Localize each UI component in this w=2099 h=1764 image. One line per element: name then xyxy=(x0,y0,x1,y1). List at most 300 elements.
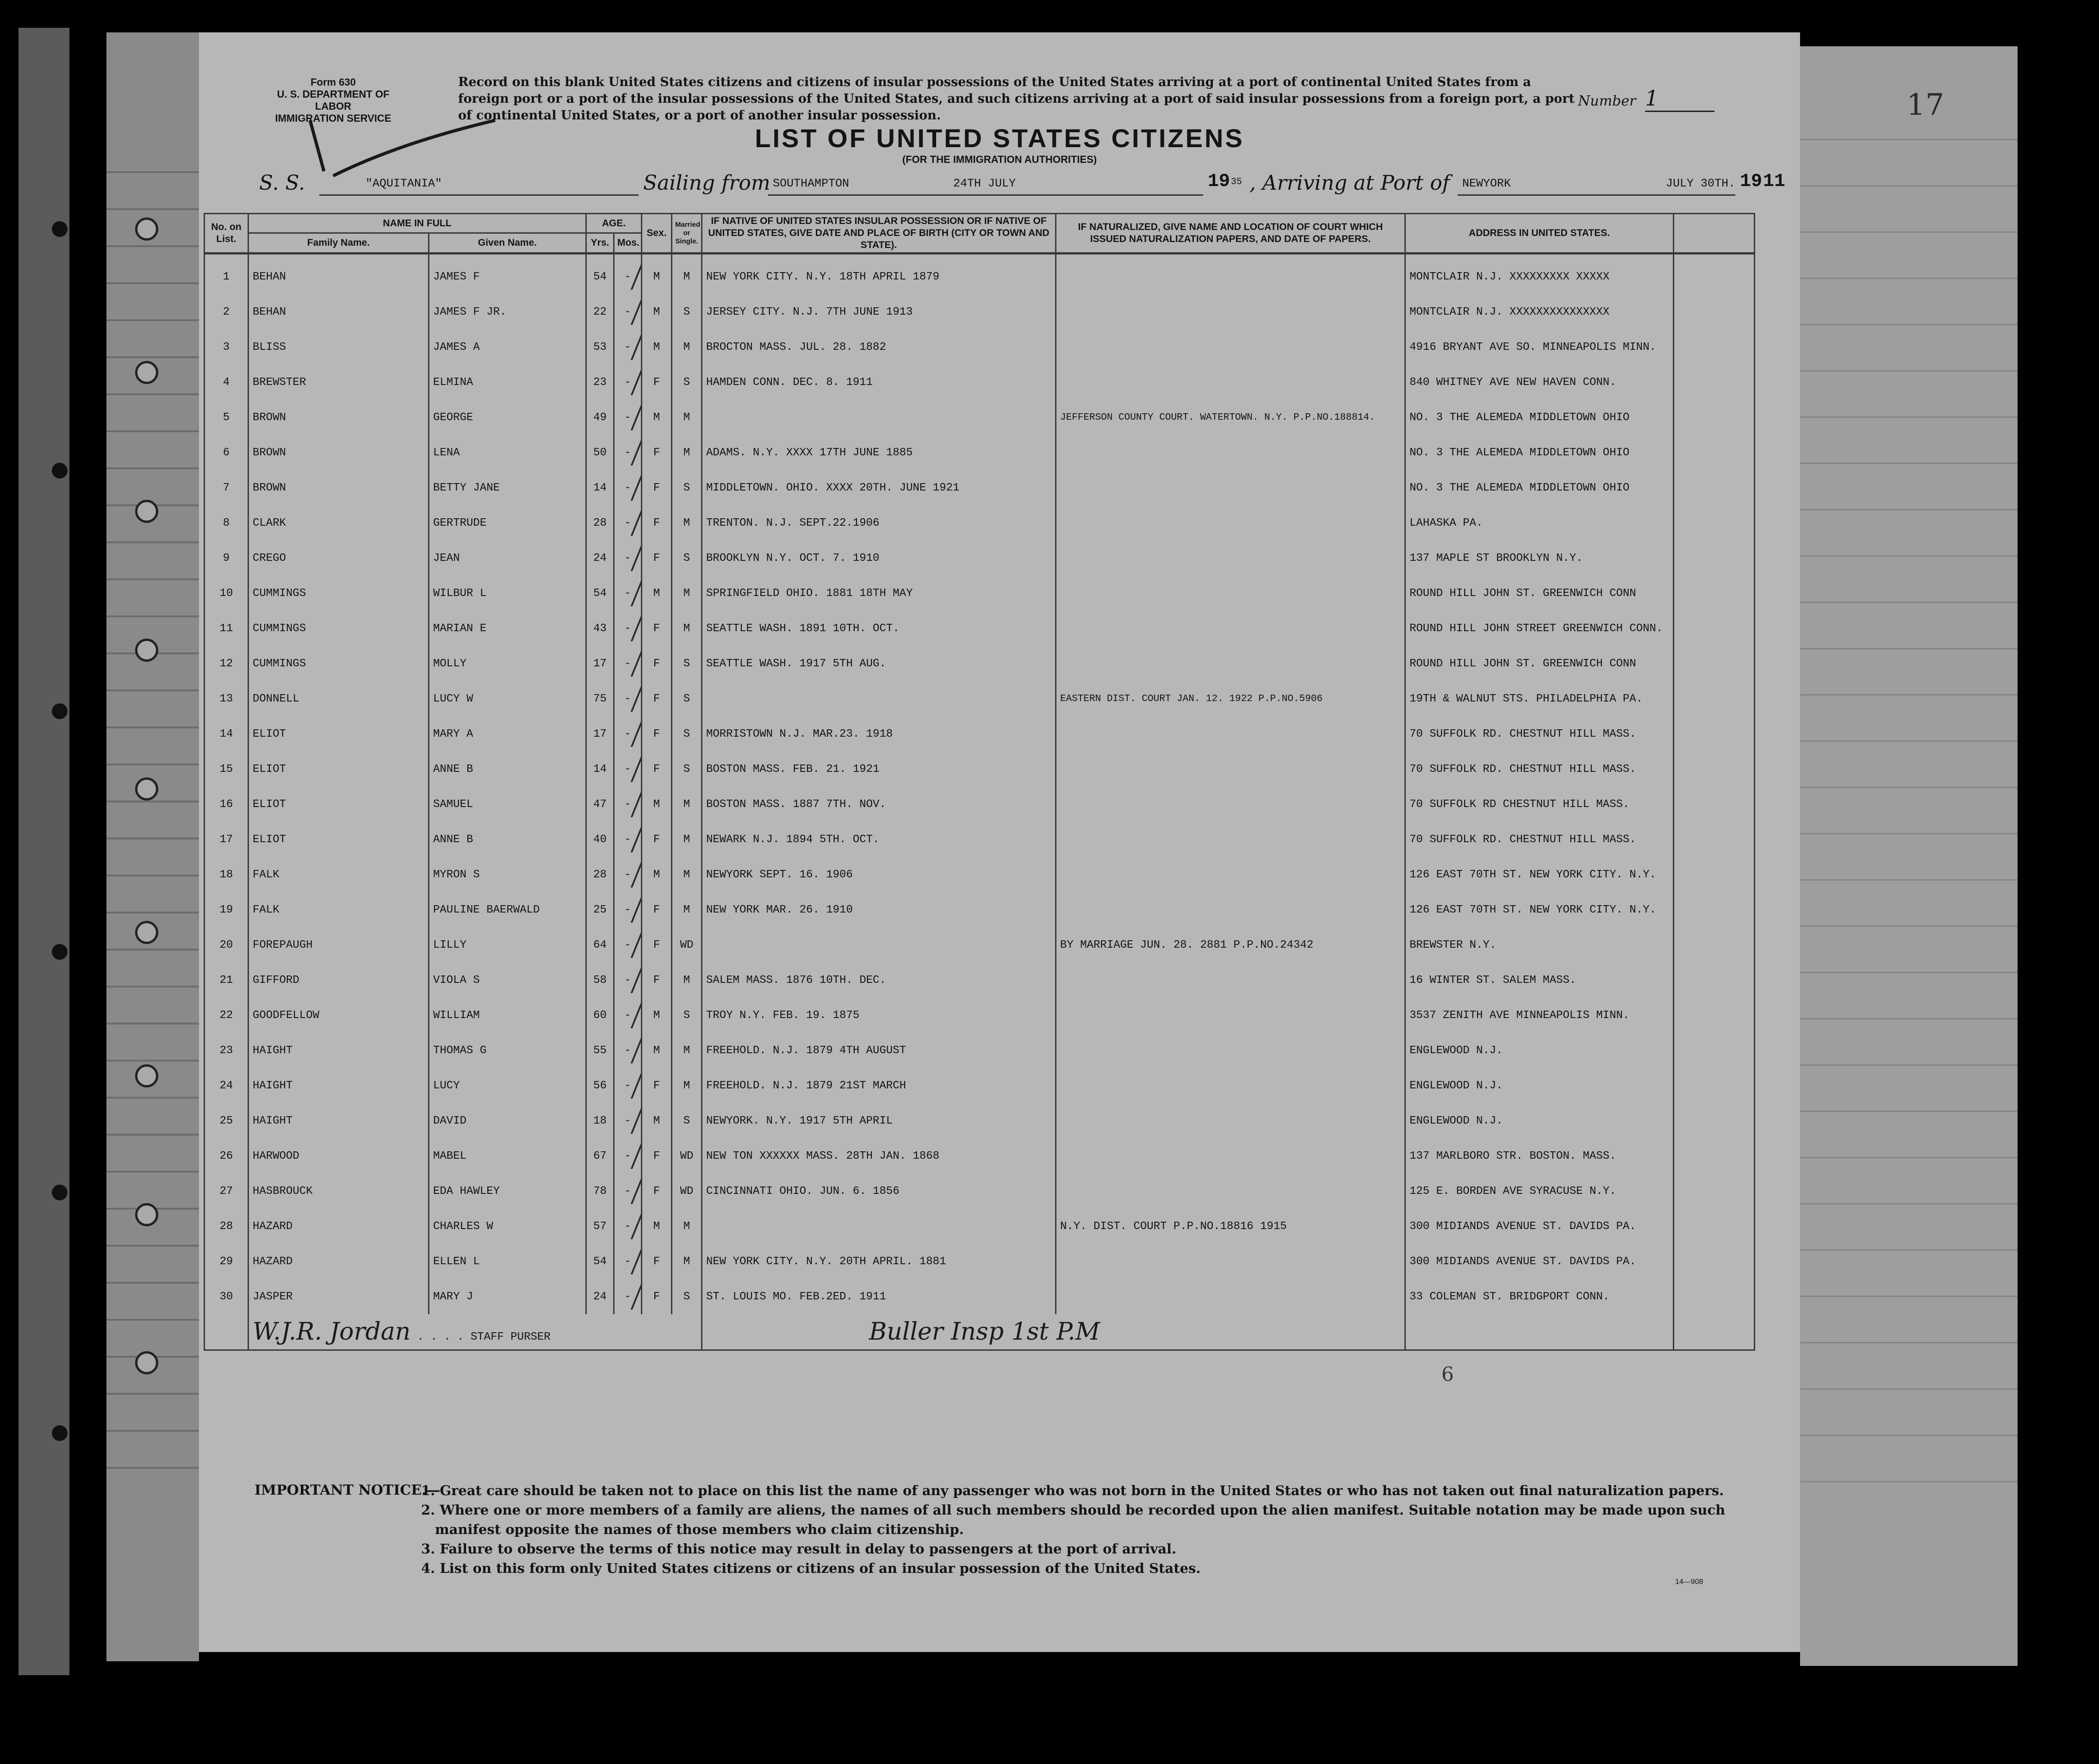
cell-address: 137 MAPLE ST BROOKLYN N.Y. xyxy=(1405,540,1674,576)
cell-sex: M xyxy=(642,787,672,822)
table-row xyxy=(205,927,1755,963)
cell-naturalized xyxy=(1056,294,1405,329)
cell-married: M xyxy=(672,822,702,857)
cell-married: M xyxy=(672,1068,702,1103)
cell-address: BREWSTER N.Y. xyxy=(1405,927,1674,963)
cell-yrs: 40 xyxy=(586,822,614,857)
cell-sex: F xyxy=(642,752,672,787)
cell-sex: M xyxy=(642,576,672,611)
cell-sex: M xyxy=(642,294,672,329)
notice-item: 3. Failure to observe the terms of this notice may result in delay to passengers at the port of arrival. xyxy=(421,1541,1177,1557)
table-row xyxy=(205,576,1755,611)
cell-no: 1 xyxy=(205,259,248,294)
cell-no: 5 xyxy=(205,400,248,435)
cell-given: PAULINE BAERWALD xyxy=(429,892,586,927)
binder-strip-ruled xyxy=(106,32,199,1661)
cell-family: CLARK xyxy=(248,505,429,540)
cell-sex: M xyxy=(642,259,672,294)
cell-family: GIFFORD xyxy=(248,963,429,998)
col-given: Given Name. xyxy=(429,233,586,254)
cell-yrs: 54 xyxy=(586,576,614,611)
binder-hole xyxy=(52,703,68,719)
table-row xyxy=(205,294,1755,329)
binder-ring xyxy=(135,777,158,801)
cell-sex: F xyxy=(642,540,672,576)
cell-family: ELIOT xyxy=(248,822,429,857)
cell-mos: - xyxy=(614,716,642,752)
form-code: Form 630 xyxy=(311,76,356,88)
cell-naturalized xyxy=(1056,1279,1405,1314)
cell-mos: - xyxy=(614,576,642,611)
cell-yrs: 18 xyxy=(586,1103,614,1138)
signature-row xyxy=(205,1314,1755,1350)
cell-no: 14 xyxy=(205,716,248,752)
cell-married: M xyxy=(672,892,702,927)
cell-no: 13 xyxy=(205,681,248,716)
binder-ring xyxy=(135,217,158,241)
cell-given: GEORGE xyxy=(429,400,586,435)
cell-yrs: 17 xyxy=(586,646,614,681)
voyage-line xyxy=(259,171,1786,208)
cell-given: LUCY W xyxy=(429,681,586,716)
cell-given: SAMUEL xyxy=(429,787,586,822)
cell-no: 8 xyxy=(205,505,248,540)
cell-family: CREGO xyxy=(248,540,429,576)
cell-naturalized: JEFFERSON COUNTY COURT. WATERTOWN. N.Y. P.P.NO.188814. xyxy=(1056,400,1405,435)
cell-family: BEHAN xyxy=(248,294,429,329)
cell-no: 4 xyxy=(205,365,248,400)
col-address: ADDRESS IN UNITED STATES. xyxy=(1405,214,1674,254)
cell-given: MYRON S xyxy=(429,857,586,892)
cell-sex: M xyxy=(642,857,672,892)
table-row xyxy=(205,1033,1755,1068)
cell-family: CUMMINGS xyxy=(248,611,429,646)
cell-address: NO. 3 THE ALEMEDA MIDDLETOWN OHIO xyxy=(1405,470,1674,505)
cell-no: 10 xyxy=(205,576,248,611)
notice-list xyxy=(421,1481,1731,1578)
cell-address: 137 MARLBORO STR. BOSTON. MASS. xyxy=(1405,1138,1674,1174)
cell-sex: F xyxy=(642,505,672,540)
cell-yrs: 14 xyxy=(586,752,614,787)
cell-mos: - xyxy=(614,787,642,822)
cell-birth xyxy=(702,1209,1056,1244)
cell-yrs: 49 xyxy=(586,400,614,435)
cell-naturalized xyxy=(1056,1138,1405,1174)
cell-address: 70 SUFFOLK RD. CHESTNUT HILL MASS. xyxy=(1405,752,1674,787)
cell-address: 126 EAST 70TH ST. NEW YORK CITY. N.Y. xyxy=(1405,857,1674,892)
cell-no: 30 xyxy=(205,1279,248,1314)
cell-birth: CINCINNATI OHIO. JUN. 6. 1856 xyxy=(702,1174,1056,1209)
cell-yrs: 24 xyxy=(586,540,614,576)
sail-date: 24TH JULY xyxy=(953,177,1016,190)
cell-mos: - xyxy=(614,1174,642,1209)
pencil-annotation: 6 xyxy=(1441,1363,1454,1385)
cell-birth: FREEHOLD. N.J. 1879 21ST MARCH xyxy=(702,1068,1056,1103)
cell-married: M xyxy=(672,435,702,470)
cell-naturalized: BY MARRIAGE JUN. 28. 2881 P.P.NO.24342 xyxy=(1056,927,1405,963)
notice-item: 1. Great care should be taken not to place on this list the name of any passenger who was not born in the United States or who has not taken out final naturalization papers. xyxy=(421,1483,1724,1498)
cell-family: FOREPAUGH xyxy=(248,927,429,963)
cell-naturalized xyxy=(1056,470,1405,505)
cell-given: MARY A xyxy=(429,716,586,752)
table-row xyxy=(205,259,1755,294)
cell-address: ROUND HILL JOHN ST. GREENWICH CONN xyxy=(1405,576,1674,611)
cell-given: MARY J xyxy=(429,1279,586,1314)
cell-given: ELLEN L xyxy=(429,1244,586,1279)
cell-yrs: 25 xyxy=(586,892,614,927)
table-row xyxy=(205,1068,1755,1103)
cell-address: MONTCLAIR N.J. XXXXXXXXXXXXXXX xyxy=(1405,294,1674,329)
cell-yrs: 60 xyxy=(586,998,614,1033)
purser-title: . . . . STAFF PURSER xyxy=(417,1331,551,1343)
purser-signature: W.J.R. Jordan xyxy=(253,1318,411,1346)
cell-naturalized xyxy=(1056,822,1405,857)
cell-family: HAIGHT xyxy=(248,1033,429,1068)
cell-naturalized xyxy=(1056,259,1405,294)
cell-address: NO. 3 THE ALEMEDA MIDDLETOWN OHIO xyxy=(1405,435,1674,470)
col-naturalized: IF NATURALIZED, GIVE NAME AND LOCATION OF COURT WHICH ISSUED NATURALIZATION PAPERS, AND DATE OF PAPERS. xyxy=(1056,214,1405,254)
notice-heading: IMPORTANT NOTICE.— xyxy=(255,1482,441,1498)
cell-yrs: 43 xyxy=(586,611,614,646)
list-number-label: Number xyxy=(1578,93,1636,109)
cell-mos: - xyxy=(614,1103,642,1138)
cell-married: M xyxy=(672,329,702,365)
cell-birth: MORRISTOWN N.J. MAR.23. 1918 xyxy=(702,716,1056,752)
cell-address: 70 SUFFOLK RD. CHESTNUT HILL MASS. xyxy=(1405,822,1674,857)
cell-mos: - xyxy=(614,365,642,400)
table-row xyxy=(205,681,1755,716)
cell-yrs: 54 xyxy=(586,259,614,294)
cell-no: 28 xyxy=(205,1209,248,1244)
cell-family: HAZARD xyxy=(248,1209,429,1244)
cell-sex: F xyxy=(642,716,672,752)
print-code: 14—908 xyxy=(1675,1578,1703,1586)
col-family: Family Name. xyxy=(248,233,429,254)
cell-naturalized xyxy=(1056,576,1405,611)
cell-married: M xyxy=(672,611,702,646)
cell-married: M xyxy=(672,576,702,611)
cell-sex: M xyxy=(642,329,672,365)
cell-address: ROUND HILL JOHN ST. GREENWICH CONN xyxy=(1405,646,1674,681)
cell-married: S xyxy=(672,752,702,787)
cell-sex: F xyxy=(642,822,672,857)
cell-given: WILBUR L xyxy=(429,576,586,611)
table-body xyxy=(205,254,1755,1350)
cell-no: 16 xyxy=(205,787,248,822)
cell-address: LAHASKA PA. xyxy=(1405,505,1674,540)
port-to: NEWYORK xyxy=(1462,177,1511,190)
cell-yrs: 58 xyxy=(586,963,614,998)
cell-no: 24 xyxy=(205,1068,248,1103)
table-row xyxy=(205,1244,1755,1279)
col-mos: Mos. xyxy=(614,233,642,254)
cell-birth: ST. LOUIS MO. FEB.2ED. 1911 xyxy=(702,1279,1056,1314)
cell-birth: NEW YORK CITY. N.Y. 18TH APRIL 1879 xyxy=(702,259,1056,294)
cell-no: 19 xyxy=(205,892,248,927)
cell-sex: M xyxy=(642,1033,672,1068)
cell-given: JAMES F JR. xyxy=(429,294,586,329)
table-row xyxy=(205,505,1755,540)
cell-no: 12 xyxy=(205,646,248,681)
cell-family: HASBROUCK xyxy=(248,1174,429,1209)
cell-given: MABEL xyxy=(429,1138,586,1174)
cell-given: LUCY xyxy=(429,1068,586,1103)
cell-mos: - xyxy=(614,892,642,927)
ss-label: S. S. xyxy=(259,171,305,195)
document-title: LIST OF UNITED STATES CITIZENS xyxy=(755,124,1244,153)
table-row xyxy=(205,787,1755,822)
inspector-note: Buller Insp 1st P.M xyxy=(869,1318,1100,1346)
col-age: AGE. xyxy=(586,214,642,233)
cell-family: JASPER xyxy=(248,1279,429,1314)
cell-mos: - xyxy=(614,259,642,294)
cell-address: 70 SUFFOLK RD. CHESTNUT HILL MASS. xyxy=(1405,716,1674,752)
cell-family: BROWN xyxy=(248,400,429,435)
cell-given: EDA HAWLEY xyxy=(429,1174,586,1209)
binder-ring xyxy=(135,361,158,384)
cell-yrs: 67 xyxy=(586,1138,614,1174)
cell-married: S xyxy=(672,294,702,329)
cell-mos: - xyxy=(614,611,642,646)
cell-given: MARIAN E xyxy=(429,611,586,646)
cell-no: 18 xyxy=(205,857,248,892)
cell-given: ANNE B xyxy=(429,752,586,787)
cell-no: 15 xyxy=(205,752,248,787)
cell-naturalized xyxy=(1056,1103,1405,1138)
cell-given: MOLLY xyxy=(429,646,586,681)
cell-family: HAIGHT xyxy=(248,1068,429,1103)
sail-year: 35 xyxy=(1231,177,1242,187)
cell-birth xyxy=(702,927,1056,963)
cell-sex: F xyxy=(642,1244,672,1279)
table-row xyxy=(205,1103,1755,1138)
cell-sex: F xyxy=(642,892,672,927)
cell-address: 125 E. BORDEN AVE SYRACUSE N.Y. xyxy=(1405,1174,1674,1209)
sailing-label: Sailing from xyxy=(643,171,770,195)
cell-given: LENA xyxy=(429,435,586,470)
table-row xyxy=(205,435,1755,470)
cell-address: 126 EAST 70TH ST. NEW YORK CITY. N.Y. xyxy=(1405,892,1674,927)
cell-birth: FREEHOLD. N.J. 1879 4TH AUGUST xyxy=(702,1033,1056,1068)
cell-mos: - xyxy=(614,1244,642,1279)
binder-hole xyxy=(52,463,68,478)
cell-birth: BROOKLYN N.Y. OCT. 7. 1910 xyxy=(702,540,1056,576)
cell-mos: - xyxy=(614,963,642,998)
cell-married: M xyxy=(672,505,702,540)
cell-birth: SALEM MASS. 1876 10TH. DEC. xyxy=(702,963,1056,998)
binder-ring xyxy=(135,1351,158,1374)
cell-given: ANNE B xyxy=(429,822,586,857)
binder-hole xyxy=(52,944,68,960)
cell-married: S xyxy=(672,998,702,1033)
cell-address: ENGLEWOOD N.J. xyxy=(1405,1103,1674,1138)
cell-married: WD xyxy=(672,1174,702,1209)
table-row xyxy=(205,1209,1755,1244)
cell-no: 9 xyxy=(205,540,248,576)
cell-family: HAIGHT xyxy=(248,1103,429,1138)
cell-birth xyxy=(702,400,1056,435)
cell-yrs: 53 xyxy=(586,329,614,365)
cell-given: BETTY JANE xyxy=(429,470,586,505)
cell-given: JAMES A xyxy=(429,329,586,365)
arrival-date: JULY 30TH. xyxy=(1666,177,1736,190)
notice-item: 2. Where one or more members of a family are aliens, the names of all such members should be recorded upon the alien manifest. Suitable notation may be made upon such manifest opposite the names of those members who claim citizenship. xyxy=(421,1502,1726,1537)
cell-naturalized xyxy=(1056,892,1405,927)
cell-married: M xyxy=(672,400,702,435)
cell-birth xyxy=(702,681,1056,716)
cell-married: S xyxy=(672,470,702,505)
binder-hole xyxy=(52,221,68,237)
form-service: IMMIGRATION SERVICE xyxy=(275,112,391,124)
table-row xyxy=(205,1138,1755,1174)
cell-yrs: 50 xyxy=(586,435,614,470)
cell-given: JEAN xyxy=(429,540,586,576)
cell-married: S xyxy=(672,1279,702,1314)
ship-name: "AQUITANIA" xyxy=(366,177,442,190)
cell-naturalized xyxy=(1056,963,1405,998)
cell-given: JAMES F xyxy=(429,259,586,294)
cell-birth: NEW TON XXXXXX MASS. 28TH JAN. 1868 xyxy=(702,1138,1056,1174)
cell-yrs: 47 xyxy=(586,787,614,822)
cell-address: ENGLEWOOD N.J. xyxy=(1405,1033,1674,1068)
cell-no: 25 xyxy=(205,1103,248,1138)
cell-no: 2 xyxy=(205,294,248,329)
cell-no: 3 xyxy=(205,329,248,365)
cell-mos: - xyxy=(614,752,642,787)
cell-given: LILLY xyxy=(429,927,586,963)
cell-naturalized xyxy=(1056,365,1405,400)
cell-no: 21 xyxy=(205,963,248,998)
cell-address: 33 COLEMAN ST. BRIDGPORT CONN. xyxy=(1405,1279,1674,1314)
table-row xyxy=(205,963,1755,998)
cell-family: ELIOT xyxy=(248,787,429,822)
cell-address: 70 SUFFOLK RD CHESTNUT HILL MASS. xyxy=(1405,787,1674,822)
cell-address: ENGLEWOOD N.J. xyxy=(1405,1068,1674,1103)
cell-sex: F xyxy=(642,1279,672,1314)
binder-hole xyxy=(52,1425,68,1441)
cell-yrs: 28 xyxy=(586,505,614,540)
cell-mos: - xyxy=(614,998,642,1033)
table-row xyxy=(205,611,1755,646)
col-yrs: Yrs. xyxy=(586,233,614,254)
cell-address: NO. 3 THE ALEMEDA MIDDLETOWN OHIO xyxy=(1405,400,1674,435)
cell-family: BLISS xyxy=(248,329,429,365)
arriving-label: , Arriving at Port of xyxy=(1249,171,1450,195)
table-row xyxy=(205,470,1755,505)
cell-no: 17 xyxy=(205,822,248,857)
cell-no: 6 xyxy=(205,435,248,470)
form-instructions: Record on this blank United States citizens and citizens of insular possessions of the United States arriving at a port of continental United States from a foreign port or a port of the insular possessions of the United States, and such citizens arriving at a port of said insular possessions from a foreign port, a port of continental United States, or a port of another insular possession. xyxy=(458,75,1575,123)
cell-yrs: 14 xyxy=(586,470,614,505)
cell-birth: ADAMS. N.Y. XXXX 17TH JUNE 1885 xyxy=(702,435,1056,470)
cell-married: WD xyxy=(672,927,702,963)
cell-birth: NEW YORK CITY. N.Y. 20TH APRIL. 1881 xyxy=(702,1244,1056,1279)
cell-mos: - xyxy=(614,646,642,681)
cell-family: ELIOT xyxy=(248,716,429,752)
adjacent-page xyxy=(1800,46,2018,1666)
cell-family: HARWOOD xyxy=(248,1138,429,1174)
cell-naturalized xyxy=(1056,435,1405,470)
cell-yrs: 75 xyxy=(586,681,614,716)
cell-sex: F xyxy=(642,1174,672,1209)
cell-address: 19TH & WALNUT STS. PHILADELPHIA PA. xyxy=(1405,681,1674,716)
cell-mos: - xyxy=(614,822,642,857)
cell-birth: JERSEY CITY. N.J. 7TH JUNE 1913 xyxy=(702,294,1056,329)
cell-naturalized xyxy=(1056,752,1405,787)
cell-no: 27 xyxy=(205,1174,248,1209)
cell-mos: - xyxy=(614,329,642,365)
cell-no: 23 xyxy=(205,1033,248,1068)
cell-mos: - xyxy=(614,1033,642,1068)
table-row xyxy=(205,716,1755,752)
cell-sex: F xyxy=(642,927,672,963)
cell-given: VIOLA S xyxy=(429,963,586,998)
cell-given: DAVID xyxy=(429,1103,586,1138)
col-sex: Sex. xyxy=(642,214,672,254)
cell-yrs: 55 xyxy=(586,1033,614,1068)
cell-birth: BOSTON MASS. 1887 7TH. NOV. xyxy=(702,787,1056,822)
cell-mos: - xyxy=(614,681,642,716)
cell-yrs: 54 xyxy=(586,1244,614,1279)
cell-naturalized xyxy=(1056,787,1405,822)
table-row xyxy=(205,1174,1755,1209)
adjacent-page-number: 17 xyxy=(1906,88,1944,122)
cell-naturalized xyxy=(1056,857,1405,892)
cell-sex: M xyxy=(642,1209,672,1244)
cell-birth: SEATTLE WASH. 1917 5TH AUG. xyxy=(702,646,1056,681)
cell-no: 11 xyxy=(205,611,248,646)
cell-naturalized: EASTERN DIST. COURT JAN. 12. 1922 P.P.NO.5906 xyxy=(1056,681,1405,716)
cell-married: S xyxy=(672,646,702,681)
binder-ring xyxy=(135,639,158,662)
form-department: U. S. DEPARTMENT OF LABOR xyxy=(277,88,390,112)
cell-birth: NEW YORK MAR. 26. 1910 xyxy=(702,892,1056,927)
cell-birth: SPRINGFIELD OHIO. 1881 18TH MAY xyxy=(702,576,1056,611)
passenger-table xyxy=(204,213,1755,1351)
cell-mos: - xyxy=(614,400,642,435)
cell-mos: - xyxy=(614,1279,642,1314)
cell-address: 4916 BRYANT AVE SO. MINNEAPOLIS MINN. xyxy=(1405,329,1674,365)
table-row xyxy=(205,329,1755,365)
cell-birth: SEATTLE WASH. 1891 10TH. OCT. xyxy=(702,611,1056,646)
cell-mos: - xyxy=(614,1209,642,1244)
cell-yrs: 22 xyxy=(586,294,614,329)
cell-naturalized xyxy=(1056,611,1405,646)
binder-ring xyxy=(135,1064,158,1087)
binder-hole xyxy=(52,1185,68,1200)
cell-sex: F xyxy=(642,611,672,646)
cell-birth: TRENTON. N.J. SEPT.22.1906 xyxy=(702,505,1056,540)
notice-item: 4. List on this form only United States citizens or citizens of an insular possession of the United States. xyxy=(421,1560,1201,1576)
binder-ring xyxy=(135,500,158,523)
cell-family: CUMMINGS xyxy=(248,576,429,611)
cell-birth: BOSTON MASS. FEB. 21. 1921 xyxy=(702,752,1056,787)
cell-birth: NEWARK N.J. 1894 5TH. OCT. xyxy=(702,822,1056,857)
cell-no: 26 xyxy=(205,1138,248,1174)
cell-married: M xyxy=(672,1209,702,1244)
cell-mos: - xyxy=(614,435,642,470)
table-row xyxy=(205,365,1755,400)
col-blank xyxy=(1674,214,1755,254)
cell-birth: NEWYORK SEPT. 16. 1906 xyxy=(702,857,1056,892)
cell-married: M xyxy=(672,1244,702,1279)
cell-sex: F xyxy=(642,470,672,505)
cell-yrs: 56 xyxy=(586,1068,614,1103)
cell-naturalized xyxy=(1056,1174,1405,1209)
table-row xyxy=(205,998,1755,1033)
cell-family: CUMMINGS xyxy=(248,646,429,681)
table-header xyxy=(205,214,1755,254)
